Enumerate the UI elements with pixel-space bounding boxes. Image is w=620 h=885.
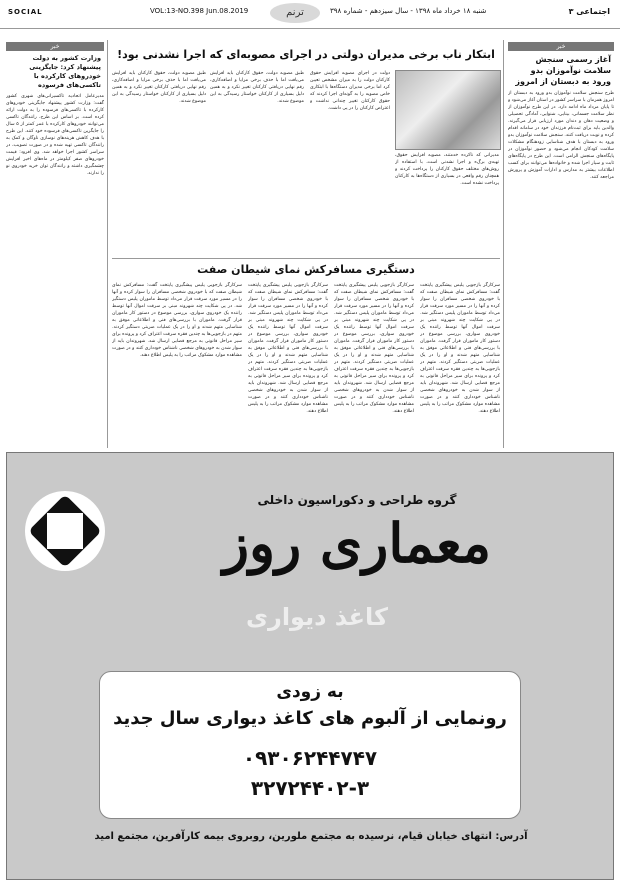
ad-phone-mobile: ۰۹۳۰۶۲۴۴۷۴۷ [242, 746, 378, 770]
ad-product: کاغذ دیواری [246, 603, 388, 631]
section-label: SOCIAL [8, 8, 43, 16]
main-story-body-2: دولت در اجرای مصوبه افزایش حقوق کارکنان دولت را به میزان مشخص تعیین کرد اما برخی مدیران دستگاه‌ها با ابتکاری خاص مصوبه را به گونه‌ای اجرا کردند که حقوق کارکنان تغییر چندانی نداشت و اعتراض کارکنان را در پی داشت. [310, 71, 390, 111]
ad-address: آدرس: انتهای خیابان قیام، نرسیده به مجتمع ملورین، روبروی بیمه کارآفرین، مجتمع امید [94, 831, 528, 842]
news-tag: خبر [6, 42, 104, 51]
second-story-body-1: سرکارگر بازجویی پلیس پیشگیری پایتخت گفت: مسافرکش نمای شیطان صفت که با خودروی شخصی مسافران را سوار کرده و آنها را در مسیر مورد سرقت قرار می‌داد توسط ماموران پلیس دستگیر شد. در پی شکایت چند شهروند مبنی بر سرقت اموال آنها توسط راننده یک خودروی سواری، بررسی موضوع در دستور کار ماموران قرار گرفت. ماموران با بررسی‌های فنی و اطلاعاتی موفق به شناسایی متهم شدند و او را در یک عملیات ضربتی دستگیر کردند. متهم در بازجویی‌ها به چندین فقره سرقت اعتراف کرد و پرونده برای سیر مراحل قانونی به مرجع قضایی ارسال شد. شهروندان باید از سوار شدن به خودروهای شخصی ناشناس خودداری کنند و در صورت مشاهده موارد مشکوک مراتب را به پلیس اطلاع دهند. [420, 283, 500, 414]
right-news-title: آغاز رسمی سنجش سلامت نوآموزان بدو ورود به دبستان از امروز [515, 55, 611, 86]
right-news-column [508, 42, 614, 447]
main-story-body-3: طبق مصوبه دولت، حقوق کارکنان باید افزایش می‌یافت اما با حذف برخی مزایا و اضافه‌کاری، رقم نهایی دریافتی کارکنان تغییر نکرد و به همین دلیل بسیاری از کارکنان خواستار رسیدگی به این موضوع شدند. [210, 71, 304, 104]
ad-unveil: رونمایی از آلبوم های کاغذ دیواری سال جدید [113, 708, 507, 729]
main-story-body-4: طبق مصوبه دولت، حقوق کارکنان باید افزایش می‌یافت اما با حذف برخی مزایا و اضافه‌کاری، رقم نهایی دریافتی کارکنان تغییر نکرد و به همین دلیل بسیاری از کارکنان خواستار رسیدگی به این موضوع شدند. [112, 71, 206, 104]
story-divider [112, 258, 500, 259]
column-divider [503, 40, 504, 448]
newspaper-logo: ترنم [270, 3, 320, 23]
ad-phone-landline: ۳۲۷۲۴۴۰۲-۳ [250, 776, 370, 800]
column-divider [107, 40, 108, 448]
second-story-body-3: سرکارگر بازجویی پلیس پیشگیری پایتخت گفت: مسافرکش نمای شیطان صفت که با خودروی شخصی مسافران را سوار کرده و آنها را در مسیر مورد سرقت قرار می‌داد توسط ماموران پلیس دستگیر شد. در پی شکایت چند شهروند مبنی بر سرقت اموال آنها توسط راننده یک خودروی سواری، بررسی موضوع در دستور کار ماموران قرار گرفت. ماموران با بررسی‌های فنی و اطلاعاتی موفق به شناسایی متهم شدند و او را در یک عملیات ضربتی دستگیر کردند. متهم در بازجویی‌ها به چندین فقره سرقت اعتراف کرد و پرونده برای سیر مراحل قانونی به مرجع قضایی ارسال شد. شهروندان باید از سوار شدن به خودروهای شخصی ناشناس خودداری کنند و در صورت مشاهده موارد مشکوک مراتب را به پلیس اطلاع دهند. [248, 283, 328, 414]
main-story-body-1: مدیرانی که ناکرده خدمتند، مصوبه افزایش حقوق، تهیه‌ی برگ‌ه و اجرا نشدنی است، با استفاده از روش‌های مختلف حقوق کارکنان را پرداخت کردند و همچنان رقم واقعی در بسیاری از دستگاه‌ها به کارکنان پرداخت نشده است. [395, 153, 499, 186]
ad-soon: به زودی [276, 682, 344, 702]
brand-logo-icon [25, 491, 105, 571]
ad-announcement-box [99, 671, 521, 819]
ad-brand: معماری روز [222, 511, 492, 575]
second-story-title: دستگیری مسافرکش نمای شیطان صفت [197, 263, 415, 276]
second-story-body-2: سرکارگر بازجویی پلیس پیشگیری پایتخت گفت: مسافرکش نمای شیطان صفت که با خودروی شخصی مسافران را سوار کرده و آنها را در مسیر مورد سرقت قرار می‌داد توسط ماموران پلیس دستگیر شد. در پی شکایت چند شهروند مبنی بر سرقت اموال آنها توسط راننده یک خودروی سواری، بررسی موضوع در دستور کار ماموران قرار گرفت. ماموران با بررسی‌های فنی و اطلاعاتی موفق به شناسایی متهم شدند و او را در یک عملیات ضربتی دستگیر کردند. متهم در بازجویی‌ها به چندین فقره سرقت اعتراف کرد و پرونده برای سیر مراحل قانونی به مرجع قضایی ارسال شد. شهروندان باید از سوار شدن به خودروهای شخصی ناشناس خودداری کنند و در صورت مشاهده موارد مشکوک مراتب را به پلیس اطلاع دهند. [334, 283, 414, 414]
page-section-title: اجتماعی ۳ [568, 7, 610, 16]
main-story-title: ابتکار ناب برخی مدیران دولتی در اجرای مصوبه‌ای که اجرا نشدنی بود! [117, 48, 495, 61]
left-news-body: مدیرعامل اتحادیه تاکسیرانی‌های شهری کشور گفت: وزارت کشور پیشنهاد جایگزینی خودروهای کارکرده با تاکسی‌های فرسوده را به دولت ارائه کرده است. بر اساس این طرح، رانندگان تاکسی می‌توانند خودروهای کارکرده با عمر کمتر از ۵ سال را جایگزین تاکسی‌های فرسوده خود کنند. این طرح با هدف کاهش هزینه‌های نوسازی ناوگان و کمک به رانندگان تاکسی تهیه شده و در صورت تصویب، در سراسر کشور اجرا خواهد شد. وی افزود: قیمت خودروهای صفر کیلومتر در ماه‌های اخیر افزایش چشمگیری داشته و رانندگان توان خرید خودروی نو را ندارند. [6, 94, 104, 176]
issue-date: شنبه ۱۸ خرداد ماه ۱۳۹۸ - سال سیزدهم - شماره ۳۹۸ [330, 7, 487, 15]
news-tag: خبر [508, 42, 614, 51]
issue-info: VOL:13-NO.398 Jun.08.2019 [150, 7, 249, 15]
story-photo [395, 70, 501, 150]
left-news-column [6, 42, 104, 447]
advertisement [6, 452, 614, 880]
right-news-body: طرح سنجش سلامت نوآموزان بدو ورود به دبستان از امروز همزمان با سراسر کشور در استان آغاز می‌شود و تا پایان مرداد ماه ادامه دارد. در این طرح نوآموزان از نظر سلامت جسمانی، بینایی، شنوایی، آمادگی تحصیلی و وضعیت دهان و دندان مورد ارزیابی قرار می‌گیرند. والدین باید برای ثبت‌نام فرزندان خود در سامانه اقدام کرده و نوبت دریافت کنند. سنجش سلامت نوآموزان بدو ورود به دبستان با هدف شناسایی زودهنگام مشکلات سلامت کودکان انجام می‌شود و حضور نوآموزان در پایگاه‌های سنجش الزامی است. این طرح در پایگاه‌های ثابت و سیار اجرا شده و خانواده‌ها می‌توانند برای کسب اطلاعات بیشتر به مدارس و ادارات آموزش و پرورش مراجعه کنند. [508, 91, 614, 180]
second-story-body-4: سرکارگر بازجویی پلیس پیشگیری پایتخت گفت: مسافرکش نمای شیطان صفت که با خودروی شخصی مسافران را سوار کرده و آنها را در مسیر مورد سرقت قرار می‌داد توسط ماموران پلیس دستگیر شد. در پی شکایت چند شهروند مبنی بر سرقت اموال آنها توسط راننده یک خودروی سواری، بررسی موضوع در دستور کار ماموران قرار گرفت. ماموران با بررسی‌های فنی و اطلاعاتی موفق به شناسایی متهم شدند و او را در یک عملیات ضربتی دستگیر کردند. متهم در بازجویی‌ها به چندین فقره سرقت اعتراف کرد و پرونده برای سیر مراحل قانونی به مرجع قضایی ارسال شد. شهروندان باید از سوار شدن به خودروهای شخصی ناشناس خودداری کنند و در صورت مشاهده موارد مشکوک مراتب را به پلیس اطلاع دهند. [112, 283, 242, 358]
ad-company: گروه طراحی و دکوراسیون داخلی [257, 493, 457, 507]
left-news-title: وزارت کشور به دولت پیشنهاد کرد: جایگزینی خودروهای کارکرده با تاکسی‌های فرسوده [29, 54, 101, 89]
